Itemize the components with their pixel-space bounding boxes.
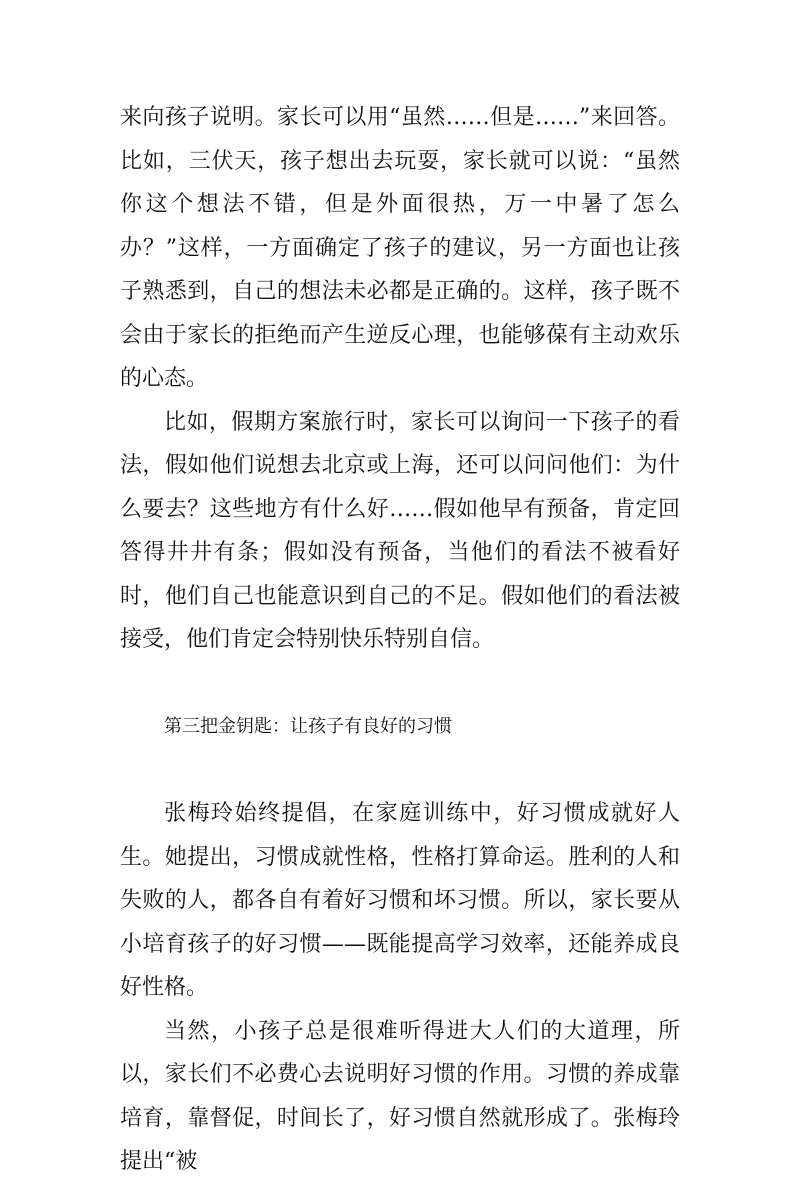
blank-line <box>120 662 680 706</box>
paragraph-habit-formation: 当然，小孩子总是很难听得进大人们的大道理，所以，家长们不必费心去说明好习惯的作用。习惯的养成靠培育，靠督促，时间长了，好习惯自然就形成了。张梅玲提出“被 <box>120 1018 680 1174</box>
blank-line <box>120 749 680 793</box>
document-body <box>120 96 680 1184</box>
paragraph-travel-example: 比如，假期方案旅行时，家长可以询问一下孩子的看法，假如他们说想去北京或上海，还可以问问他们：为什么要去？这些地方有什么好……假如他早有预备，肯定回答得井井有条；假如没有预备，当他们的看法不被看好时，他们自己也能意识到自己的不足。假如他们的看法被接受，他们肯定会特别快乐特别自信。 <box>120 409 680 652</box>
section-heading: 第三把金钥匙：让孩子有良好的习惯 <box>164 716 452 737</box>
paragraph-continued: 来向孩子说明。家长可以用“虽然……但是……”来回答。比如，三伏天，孩子想出去玩耍，家长就可以说：“虽然你这个想法不错，但是外面很热，万一中暑了怎么办？”这样，一方面确定了孩子的建议，另一方面也让孩子熟悉到，自己的想法未必都是正确的。这样，孩子既不会由于家长的拒绝而产生逆反心理，也能够葆有主动欢乐的心态。 <box>120 105 680 391</box>
paragraph-good-habits: 张梅玲始终提倡，在家庭训练中，好习惯成就好人生。她提出，习惯成就性格，性格打算命运。胜利的人和失败的人，都各自有着好习惯和坏习惯。所以，家长要从小培育孩子的好习惯——既能提高学习效率，还能养成良好性格。 <box>120 801 680 1000</box>
